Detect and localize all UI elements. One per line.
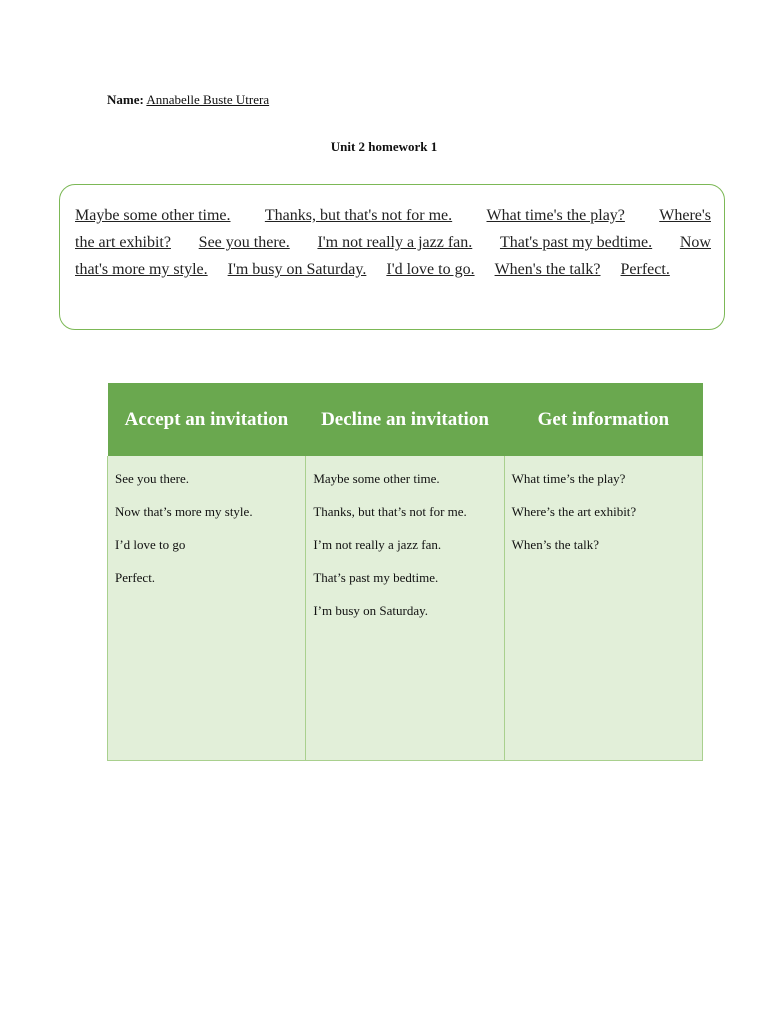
list-item: I’d love to go bbox=[115, 537, 186, 552]
list-item: What time’s the play? bbox=[511, 471, 626, 486]
phrase-item: I'd love to go. bbox=[386, 261, 475, 278]
header-accept: Accept an invitation bbox=[108, 383, 306, 456]
phrase-item: Perfect. bbox=[620, 261, 670, 278]
phrase-item: I'm busy on Saturday. bbox=[227, 261, 367, 278]
list-item: Perfect. bbox=[115, 570, 156, 585]
list-item: Thanks, but that’s not for me. bbox=[313, 504, 467, 519]
phrase-item: Maybe some other time. bbox=[75, 207, 231, 224]
list-item: I’m busy on Saturday. bbox=[313, 603, 429, 618]
list-item: When’s the talk? bbox=[511, 537, 600, 552]
list-item: See you there. bbox=[115, 471, 190, 486]
list-item: Now that’s more my style. bbox=[115, 504, 253, 519]
accept-column bbox=[108, 456, 306, 761]
classification-table bbox=[107, 383, 703, 761]
phrase-item: See you there. bbox=[198, 234, 290, 251]
phrase-item: the art exhibit? bbox=[75, 234, 171, 251]
phrase-item: When's the talk? bbox=[494, 261, 601, 278]
phrase-item: Thanks, but that's not for me. bbox=[264, 207, 453, 224]
phrase-item: Now bbox=[679, 234, 711, 251]
phrase-box bbox=[59, 184, 725, 330]
table-header-row bbox=[108, 383, 703, 456]
phrase-row-3 bbox=[75, 261, 711, 283]
list-item: I’m not really a jazz fan. bbox=[313, 537, 442, 552]
table-row bbox=[108, 456, 703, 761]
list-item: Maybe some other time. bbox=[313, 471, 440, 486]
header-get-information: Get information bbox=[504, 383, 702, 456]
header-decline: Decline an invitation bbox=[306, 383, 504, 456]
list-item: Where’s the art exhibit? bbox=[511, 504, 637, 519]
phrase-item: that's more my style. bbox=[75, 261, 208, 278]
phrase-item: Where's bbox=[659, 207, 711, 224]
name-value: Annabelle Buste Utrera bbox=[146, 92, 270, 107]
list-item: That’s past my bedtime. bbox=[313, 570, 439, 585]
phrase-item: I'm not really a jazz fan. bbox=[317, 234, 473, 251]
phrase-item: That's past my bedtime. bbox=[499, 234, 653, 251]
page-title: Unit 2 homework 1 bbox=[330, 139, 438, 154]
name-label: Name: bbox=[107, 92, 144, 107]
decline-column bbox=[306, 456, 504, 761]
get-information-column bbox=[504, 456, 702, 761]
phrase-row-2 bbox=[75, 234, 711, 256]
student-name bbox=[107, 92, 269, 108]
phrase-row-1 bbox=[75, 207, 711, 229]
phrase-item: What time's the play? bbox=[486, 207, 625, 224]
